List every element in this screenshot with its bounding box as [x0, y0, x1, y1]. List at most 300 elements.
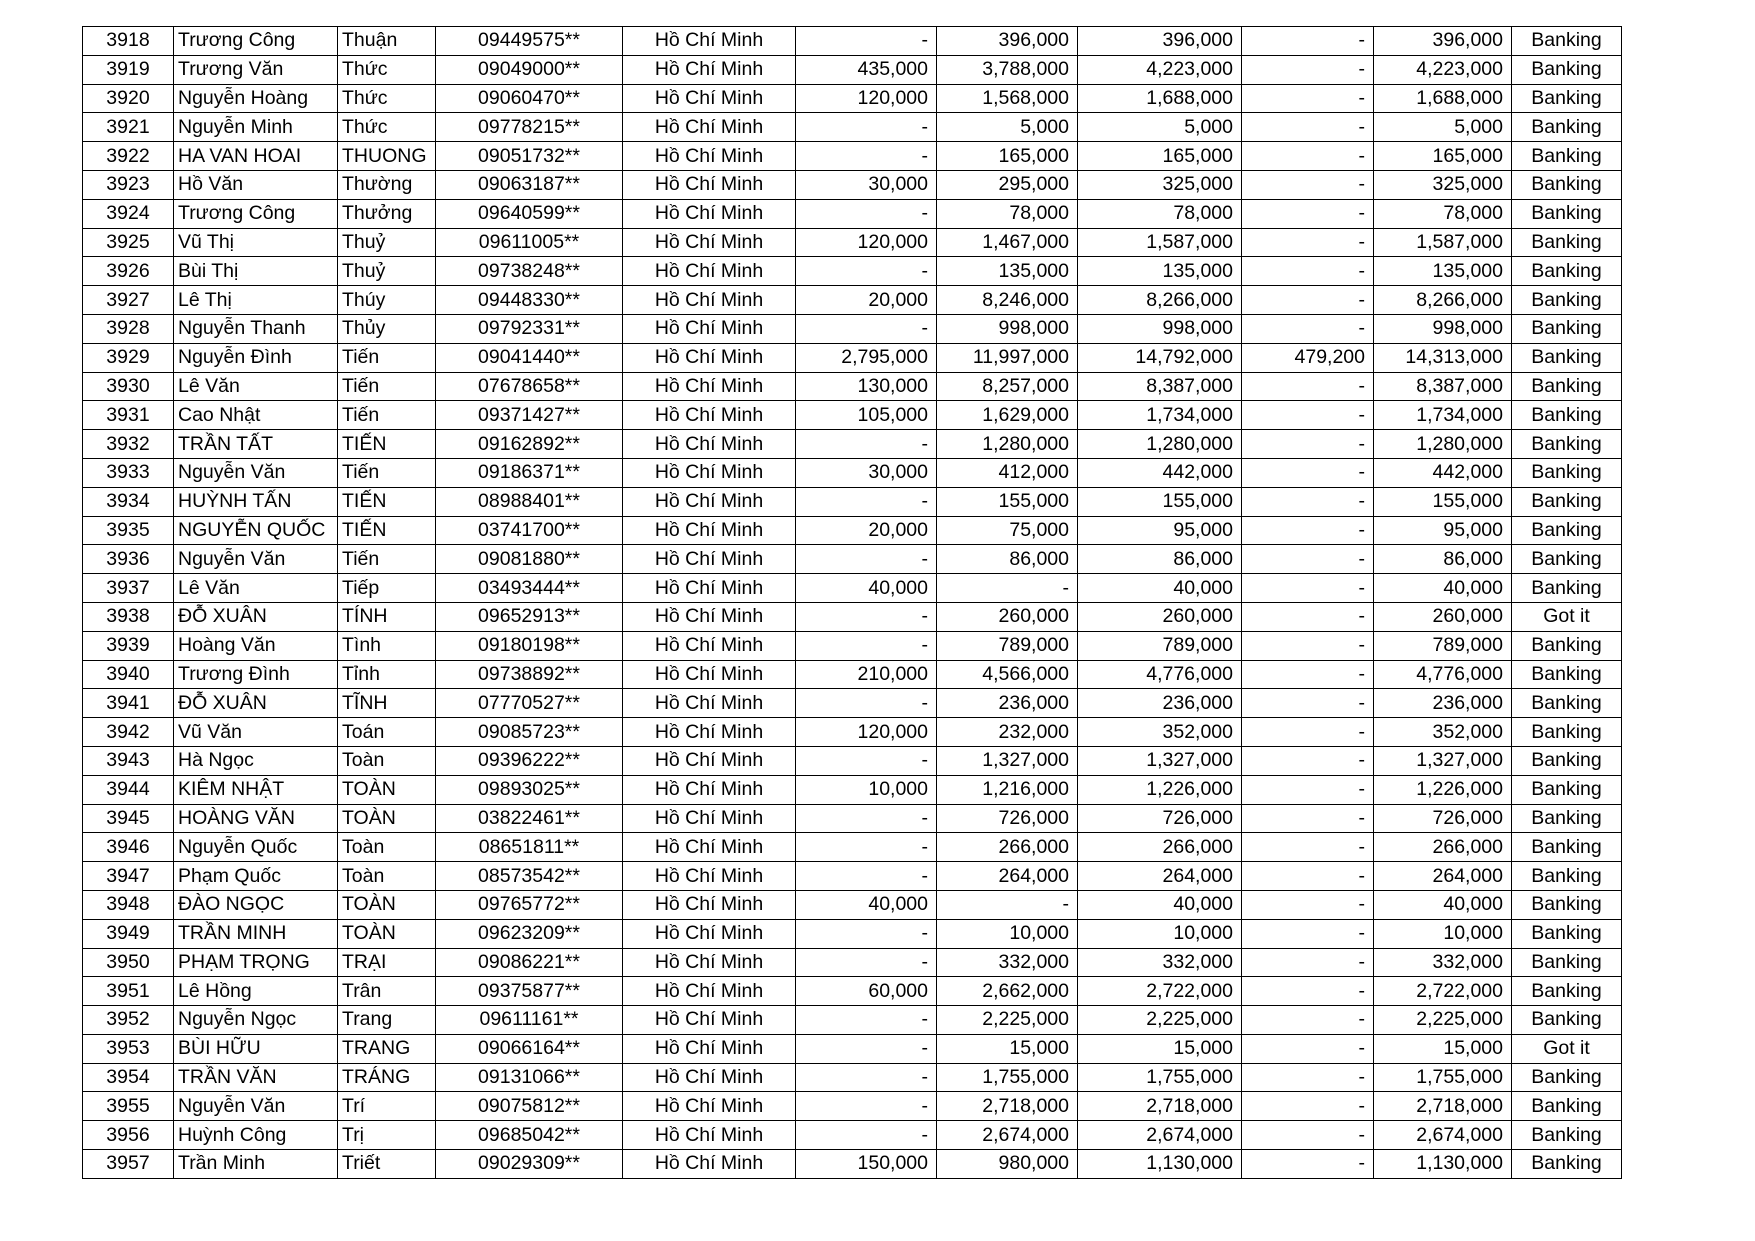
- table-row: [83, 27, 1622, 56]
- cell-sdt: 08573542**: [436, 862, 623, 891]
- cell-ho-dem: Nguyễn Quốc: [174, 833, 338, 862]
- cell-sdt: 09448330**: [436, 286, 623, 315]
- cell-sdt: 09623209**: [436, 919, 623, 948]
- cell-khau-tru: -: [1242, 1121, 1374, 1150]
- table-row: [83, 1150, 1622, 1179]
- cell-ten: Tiến: [338, 458, 436, 487]
- cell-col-b: 789,000: [937, 631, 1078, 660]
- cell-tong: 15,000: [1078, 1034, 1242, 1063]
- cell-ten: TOÀN: [338, 919, 436, 948]
- cell-ho-dem: Nguyễn Văn: [174, 458, 338, 487]
- cell-ten: TOÀN: [338, 890, 436, 919]
- cell-thuc-nhan: 236,000: [1374, 689, 1512, 718]
- cell-col-b: 15,000: [937, 1034, 1078, 1063]
- cell-ho-dem: Lê Văn: [174, 574, 338, 603]
- cell-tong: 8,387,000: [1078, 372, 1242, 401]
- cell-stt: 3936: [83, 545, 174, 574]
- cell-ho-dem: Lê Hồng: [174, 977, 338, 1006]
- table-row: [83, 862, 1622, 891]
- cell-col-b: 412,000: [937, 458, 1078, 487]
- cell-stt: 3924: [83, 199, 174, 228]
- cell-thuc-nhan: 260,000: [1374, 602, 1512, 631]
- cell-col-b: 11,997,000: [937, 343, 1078, 372]
- cell-khau-tru: -: [1242, 430, 1374, 459]
- cell-ten: Thường: [338, 170, 436, 199]
- cell-hinh-thuc: Banking: [1512, 1063, 1622, 1092]
- cell-thuc-nhan: 95,000: [1374, 516, 1512, 545]
- table-row: [83, 314, 1622, 343]
- cell-sdt: 09893025**: [436, 775, 623, 804]
- cell-khau-tru: -: [1242, 142, 1374, 171]
- cell-tong: 1,688,000: [1078, 84, 1242, 113]
- cell-col-b: 295,000: [937, 170, 1078, 199]
- cell-hinh-thuc: Banking: [1512, 631, 1622, 660]
- cell-khau-tru: -: [1242, 516, 1374, 545]
- cell-tong: 86,000: [1078, 545, 1242, 574]
- cell-col-a: -: [796, 1063, 937, 1092]
- cell-stt: 3918: [83, 27, 174, 56]
- table-row: [83, 1092, 1622, 1121]
- cell-sdt: 09375877**: [436, 977, 623, 1006]
- cell-col-b: 135,000: [937, 257, 1078, 286]
- cell-tinh-thanh: Hồ Chí Minh: [623, 314, 796, 343]
- cell-sdt: 09081880**: [436, 545, 623, 574]
- cell-stt: 3949: [83, 919, 174, 948]
- cell-tong: 726,000: [1078, 804, 1242, 833]
- cell-col-b: 332,000: [937, 948, 1078, 977]
- cell-tinh-thanh: Hồ Chí Minh: [623, 113, 796, 142]
- cell-khau-tru: -: [1242, 545, 1374, 574]
- cell-hinh-thuc: Banking: [1512, 977, 1622, 1006]
- cell-col-a: 20,000: [796, 286, 937, 315]
- cell-tong: 8,266,000: [1078, 286, 1242, 315]
- cell-col-a: 120,000: [796, 84, 937, 113]
- cell-tinh-thanh: Hồ Chí Minh: [623, 487, 796, 516]
- cell-ten: Toán: [338, 718, 436, 747]
- cell-stt: 3921: [83, 113, 174, 142]
- cell-sdt: 09738892**: [436, 660, 623, 689]
- cell-tong: 2,718,000: [1078, 1092, 1242, 1121]
- cell-ho-dem: BÙI HỮU: [174, 1034, 338, 1063]
- cell-sdt: 09792331**: [436, 314, 623, 343]
- table-row: [83, 458, 1622, 487]
- cell-tong: 325,000: [1078, 170, 1242, 199]
- cell-sdt: 03493444**: [436, 574, 623, 603]
- cell-sdt: 03822461**: [436, 804, 623, 833]
- cell-col-a: 130,000: [796, 372, 937, 401]
- cell-khau-tru: -: [1242, 401, 1374, 430]
- cell-stt: 3931: [83, 401, 174, 430]
- cell-ho-dem: Nguyễn Đình: [174, 343, 338, 372]
- cell-col-b: 4,566,000: [937, 660, 1078, 689]
- cell-col-b: 980,000: [937, 1150, 1078, 1179]
- cell-col-b: 155,000: [937, 487, 1078, 516]
- table-row: [83, 833, 1622, 862]
- cell-col-a: 210,000: [796, 660, 937, 689]
- cell-col-b: 266,000: [937, 833, 1078, 862]
- cell-stt: 3955: [83, 1092, 174, 1121]
- cell-ho-dem: Hồ Văn: [174, 170, 338, 199]
- cell-tong: 1,226,000: [1078, 775, 1242, 804]
- cell-khau-tru: -: [1242, 602, 1374, 631]
- cell-ten: TIẾN: [338, 430, 436, 459]
- cell-col-a: -: [796, 113, 937, 142]
- cell-ten: Thúy: [338, 286, 436, 315]
- cell-khau-tru: -: [1242, 314, 1374, 343]
- cell-tinh-thanh: Hồ Chí Minh: [623, 142, 796, 171]
- table-body: [83, 27, 1622, 1179]
- cell-col-a: 40,000: [796, 890, 937, 919]
- cell-tong: 332,000: [1078, 948, 1242, 977]
- cell-ho-dem: Trương Công: [174, 27, 338, 56]
- cell-ten: TRANG: [338, 1034, 436, 1063]
- table-row: [83, 545, 1622, 574]
- cell-col-a: -: [796, 199, 937, 228]
- cell-col-a: 2,795,000: [796, 343, 937, 372]
- cell-ten: Tỉnh: [338, 660, 436, 689]
- cell-tong: 1,587,000: [1078, 228, 1242, 257]
- cell-ho-dem: Nguyễn Thanh: [174, 314, 338, 343]
- cell-thuc-nhan: 4,776,000: [1374, 660, 1512, 689]
- cell-thuc-nhan: 396,000: [1374, 27, 1512, 56]
- cell-ho-dem: Nguyễn Ngọc: [174, 1006, 338, 1035]
- cell-thuc-nhan: 135,000: [1374, 257, 1512, 286]
- table-row: [83, 1006, 1622, 1035]
- table-row: [83, 372, 1622, 401]
- cell-thuc-nhan: 1,130,000: [1374, 1150, 1512, 1179]
- cell-col-a: 60,000: [796, 977, 937, 1006]
- cell-tinh-thanh: Hồ Chí Minh: [623, 343, 796, 372]
- cell-stt: 3919: [83, 55, 174, 84]
- cell-tong: 1,755,000: [1078, 1063, 1242, 1092]
- cell-col-b: 1,467,000: [937, 228, 1078, 257]
- cell-stt: 3946: [83, 833, 174, 862]
- cell-col-b: 8,257,000: [937, 372, 1078, 401]
- cell-khau-tru: -: [1242, 228, 1374, 257]
- cell-col-a: -: [796, 833, 937, 862]
- cell-hinh-thuc: Banking: [1512, 487, 1622, 516]
- cell-stt: 3933: [83, 458, 174, 487]
- cell-col-b: 75,000: [937, 516, 1078, 545]
- cell-tinh-thanh: Hồ Chí Minh: [623, 775, 796, 804]
- cell-col-a: -: [796, 631, 937, 660]
- cell-sdt: 09186371**: [436, 458, 623, 487]
- cell-khau-tru: -: [1242, 775, 1374, 804]
- cell-ten: Thuận: [338, 27, 436, 56]
- cell-col-b: 2,674,000: [937, 1121, 1078, 1150]
- cell-ten: TRÁNG: [338, 1063, 436, 1092]
- cell-col-b: 78,000: [937, 199, 1078, 228]
- cell-hinh-thuc: Banking: [1512, 314, 1622, 343]
- cell-tong: 442,000: [1078, 458, 1242, 487]
- cell-sdt: 09611005**: [436, 228, 623, 257]
- cell-tinh-thanh: Hồ Chí Minh: [623, 718, 796, 747]
- cell-col-b: 8,246,000: [937, 286, 1078, 315]
- cell-stt: 3940: [83, 660, 174, 689]
- cell-ten: TIẾN: [338, 487, 436, 516]
- cell-thuc-nhan: 40,000: [1374, 890, 1512, 919]
- cell-tong: 352,000: [1078, 718, 1242, 747]
- cell-hinh-thuc: Banking: [1512, 1121, 1622, 1150]
- cell-sdt: 09063187**: [436, 170, 623, 199]
- cell-ten: Tiến: [338, 372, 436, 401]
- cell-hinh-thuc: Banking: [1512, 833, 1622, 862]
- cell-hinh-thuc: Banking: [1512, 170, 1622, 199]
- cell-col-a: -: [796, 487, 937, 516]
- cell-ho-dem: Bùi Thị: [174, 257, 338, 286]
- cell-khau-tru: -: [1242, 1063, 1374, 1092]
- cell-tinh-thanh: Hồ Chí Minh: [623, 948, 796, 977]
- cell-ten: Toàn: [338, 862, 436, 891]
- cell-thuc-nhan: 1,755,000: [1374, 1063, 1512, 1092]
- cell-stt: 3954: [83, 1063, 174, 1092]
- table-row: [83, 257, 1622, 286]
- cell-tinh-thanh: Hồ Chí Minh: [623, 1034, 796, 1063]
- cell-khau-tru: -: [1242, 170, 1374, 199]
- table-row: [83, 1121, 1622, 1150]
- cell-ten: TOÀN: [338, 775, 436, 804]
- cell-ten: TRẠI: [338, 948, 436, 977]
- cell-ho-dem: Trần Minh: [174, 1150, 338, 1179]
- cell-hinh-thuc: Banking: [1512, 545, 1622, 574]
- cell-tong: 4,223,000: [1078, 55, 1242, 84]
- cell-sdt: 08988401**: [436, 487, 623, 516]
- cell-ho-dem: TRẦN VĂN: [174, 1063, 338, 1092]
- cell-hinh-thuc: Banking: [1512, 27, 1622, 56]
- cell-sdt: 09640599**: [436, 199, 623, 228]
- table-row: [83, 977, 1622, 1006]
- cell-ho-dem: KIÊM NHẬT: [174, 775, 338, 804]
- cell-tong: 40,000: [1078, 890, 1242, 919]
- cell-stt: 3948: [83, 890, 174, 919]
- table-row: [83, 660, 1622, 689]
- cell-tong: 2,674,000: [1078, 1121, 1242, 1150]
- cell-col-b: -: [937, 574, 1078, 603]
- cell-thuc-nhan: 352,000: [1374, 718, 1512, 747]
- cell-tong: 10,000: [1078, 919, 1242, 948]
- cell-hinh-thuc: Banking: [1512, 199, 1622, 228]
- cell-col-a: -: [796, 862, 937, 891]
- cell-thuc-nhan: 266,000: [1374, 833, 1512, 862]
- cell-khau-tru: -: [1242, 257, 1374, 286]
- cell-col-a: -: [796, 430, 937, 459]
- table-row: [83, 574, 1622, 603]
- cell-ho-dem: Trương Đình: [174, 660, 338, 689]
- cell-ten: Thưởng: [338, 199, 436, 228]
- cell-thuc-nhan: 86,000: [1374, 545, 1512, 574]
- cell-khau-tru: -: [1242, 833, 1374, 862]
- cell-sdt: 09180198**: [436, 631, 623, 660]
- cell-tinh-thanh: Hồ Chí Minh: [623, 401, 796, 430]
- cell-hinh-thuc: Banking: [1512, 746, 1622, 775]
- cell-tinh-thanh: Hồ Chí Minh: [623, 1006, 796, 1035]
- cell-thuc-nhan: 789,000: [1374, 631, 1512, 660]
- cell-thuc-nhan: 5,000: [1374, 113, 1512, 142]
- cell-sdt: 09449575**: [436, 27, 623, 56]
- cell-sdt: 09029309**: [436, 1150, 623, 1179]
- cell-hinh-thuc: Banking: [1512, 775, 1622, 804]
- cell-thuc-nhan: 14,313,000: [1374, 343, 1512, 372]
- table-row: [83, 919, 1622, 948]
- cell-col-b: 396,000: [937, 27, 1078, 56]
- cell-col-b: 2,718,000: [937, 1092, 1078, 1121]
- cell-tinh-thanh: Hồ Chí Minh: [623, 833, 796, 862]
- cell-thuc-nhan: 2,674,000: [1374, 1121, 1512, 1150]
- cell-sdt: 09611161**: [436, 1006, 623, 1035]
- cell-ho-dem: Vũ Thị: [174, 228, 338, 257]
- cell-col-a: -: [796, 545, 937, 574]
- cell-col-b: 1,755,000: [937, 1063, 1078, 1092]
- cell-tinh-thanh: Hồ Chí Minh: [623, 545, 796, 574]
- cell-tong: 396,000: [1078, 27, 1242, 56]
- cell-col-a: -: [796, 142, 937, 171]
- table-row: [83, 55, 1622, 84]
- cell-col-a: 20,000: [796, 516, 937, 545]
- cell-hinh-thuc: Banking: [1512, 1006, 1622, 1035]
- cell-tong: 135,000: [1078, 257, 1242, 286]
- cell-col-b: 264,000: [937, 862, 1078, 891]
- cell-tinh-thanh: Hồ Chí Minh: [623, 890, 796, 919]
- cell-stt: 3920: [83, 84, 174, 113]
- cell-khau-tru: -: [1242, 631, 1374, 660]
- cell-thuc-nhan: 10,000: [1374, 919, 1512, 948]
- table-row: [83, 631, 1622, 660]
- cell-stt: 3923: [83, 170, 174, 199]
- table-row: [83, 602, 1622, 631]
- cell-sdt: 07678658**: [436, 372, 623, 401]
- cell-col-b: -: [937, 890, 1078, 919]
- cell-tong: 260,000: [1078, 602, 1242, 631]
- cell-tinh-thanh: Hồ Chí Minh: [623, 919, 796, 948]
- cell-tinh-thanh: Hồ Chí Minh: [623, 84, 796, 113]
- cell-tong: 1,734,000: [1078, 401, 1242, 430]
- cell-ten: Trân: [338, 977, 436, 1006]
- cell-tinh-thanh: Hồ Chí Minh: [623, 1150, 796, 1179]
- cell-khau-tru: -: [1242, 55, 1374, 84]
- cell-sdt: 09162892**: [436, 430, 623, 459]
- cell-stt: 3938: [83, 602, 174, 631]
- cell-col-a: -: [796, 689, 937, 718]
- cell-ho-dem: ĐỖ XUÂN: [174, 602, 338, 631]
- cell-col-a: -: [796, 1006, 937, 1035]
- cell-col-b: 10,000: [937, 919, 1078, 948]
- cell-col-a: 40,000: [796, 574, 937, 603]
- cell-hinh-thuc: Banking: [1512, 343, 1622, 372]
- cell-thuc-nhan: 165,000: [1374, 142, 1512, 171]
- table-row: [83, 890, 1622, 919]
- cell-tinh-thanh: Hồ Chí Minh: [623, 199, 796, 228]
- cell-col-a: -: [796, 1121, 937, 1150]
- cell-ho-dem: ĐÀO NGỌC: [174, 890, 338, 919]
- cell-sdt: 07770527**: [436, 689, 623, 718]
- table-row: [83, 430, 1622, 459]
- table-row: [83, 170, 1622, 199]
- cell-thuc-nhan: 15,000: [1374, 1034, 1512, 1063]
- cell-thuc-nhan: 726,000: [1374, 804, 1512, 833]
- table-row: [83, 343, 1622, 372]
- cell-ten: Tình: [338, 631, 436, 660]
- cell-ho-dem: Nguyễn Văn: [174, 545, 338, 574]
- cell-hinh-thuc: Banking: [1512, 660, 1622, 689]
- cell-hinh-thuc: Banking: [1512, 516, 1622, 545]
- cell-sdt: 09396222**: [436, 746, 623, 775]
- cell-ten: TÍNH: [338, 602, 436, 631]
- cell-sdt: 09060470**: [436, 84, 623, 113]
- cell-ten: Thức: [338, 55, 436, 84]
- cell-tong: 1,327,000: [1078, 746, 1242, 775]
- cell-tong: 998,000: [1078, 314, 1242, 343]
- cell-thuc-nhan: 4,223,000: [1374, 55, 1512, 84]
- cell-stt: 3950: [83, 948, 174, 977]
- cell-sdt: 09765772**: [436, 890, 623, 919]
- cell-col-b: 998,000: [937, 314, 1078, 343]
- cell-stt: 3930: [83, 372, 174, 401]
- cell-ten: Thủy: [338, 314, 436, 343]
- cell-khau-tru: -: [1242, 574, 1374, 603]
- cell-tinh-thanh: Hồ Chí Minh: [623, 746, 796, 775]
- cell-tong: 1,280,000: [1078, 430, 1242, 459]
- cell-thuc-nhan: 78,000: [1374, 199, 1512, 228]
- cell-ten: Trí: [338, 1092, 436, 1121]
- cell-ten: Thức: [338, 84, 436, 113]
- cell-hinh-thuc: Banking: [1512, 430, 1622, 459]
- cell-col-b: 2,662,000: [937, 977, 1078, 1006]
- table-row: [83, 689, 1622, 718]
- cell-hinh-thuc: Banking: [1512, 286, 1622, 315]
- cell-khau-tru: -: [1242, 1150, 1374, 1179]
- cell-hinh-thuc: Banking: [1512, 718, 1622, 747]
- cell-tinh-thanh: Hồ Chí Minh: [623, 55, 796, 84]
- cell-sdt: 03741700**: [436, 516, 623, 545]
- cell-ho-dem: NGUYỄN QUỐC: [174, 516, 338, 545]
- cell-thuc-nhan: 442,000: [1374, 458, 1512, 487]
- cell-thuc-nhan: 40,000: [1374, 574, 1512, 603]
- cell-khau-tru: -: [1242, 660, 1374, 689]
- cell-ho-dem: Lê Văn: [174, 372, 338, 401]
- cell-ho-dem: HUỲNH TẤN: [174, 487, 338, 516]
- cell-thuc-nhan: 1,688,000: [1374, 84, 1512, 113]
- cell-tinh-thanh: Hồ Chí Minh: [623, 977, 796, 1006]
- cell-col-b: 1,216,000: [937, 775, 1078, 804]
- cell-ho-dem: PHẠM TRỌNG: [174, 948, 338, 977]
- cell-stt: 3928: [83, 314, 174, 343]
- cell-stt: 3956: [83, 1121, 174, 1150]
- cell-thuc-nhan: 1,280,000: [1374, 430, 1512, 459]
- cell-ten: Triết: [338, 1150, 436, 1179]
- cell-ten: Toàn: [338, 833, 436, 862]
- cell-ho-dem: Cao Nhật: [174, 401, 338, 430]
- cell-ten: Trang: [338, 1006, 436, 1035]
- cell-khau-tru: -: [1242, 948, 1374, 977]
- cell-khau-tru: -: [1242, 689, 1374, 718]
- cell-sdt: 09066164**: [436, 1034, 623, 1063]
- cell-tong: 1,130,000: [1078, 1150, 1242, 1179]
- table-row: [83, 84, 1622, 113]
- cell-khau-tru: -: [1242, 1034, 1374, 1063]
- cell-tinh-thanh: Hồ Chí Minh: [623, 228, 796, 257]
- cell-hinh-thuc: Banking: [1512, 862, 1622, 891]
- cell-ten: Thuỷ: [338, 257, 436, 286]
- cell-tong: 155,000: [1078, 487, 1242, 516]
- cell-col-a: 120,000: [796, 718, 937, 747]
- cell-khau-tru: -: [1242, 372, 1374, 401]
- cell-stt: 3942: [83, 718, 174, 747]
- cell-ten: Tiếp: [338, 574, 436, 603]
- cell-thuc-nhan: 332,000: [1374, 948, 1512, 977]
- cell-sdt: 09085723**: [436, 718, 623, 747]
- cell-sdt: 09075812**: [436, 1092, 623, 1121]
- cell-sdt: 09778215**: [436, 113, 623, 142]
